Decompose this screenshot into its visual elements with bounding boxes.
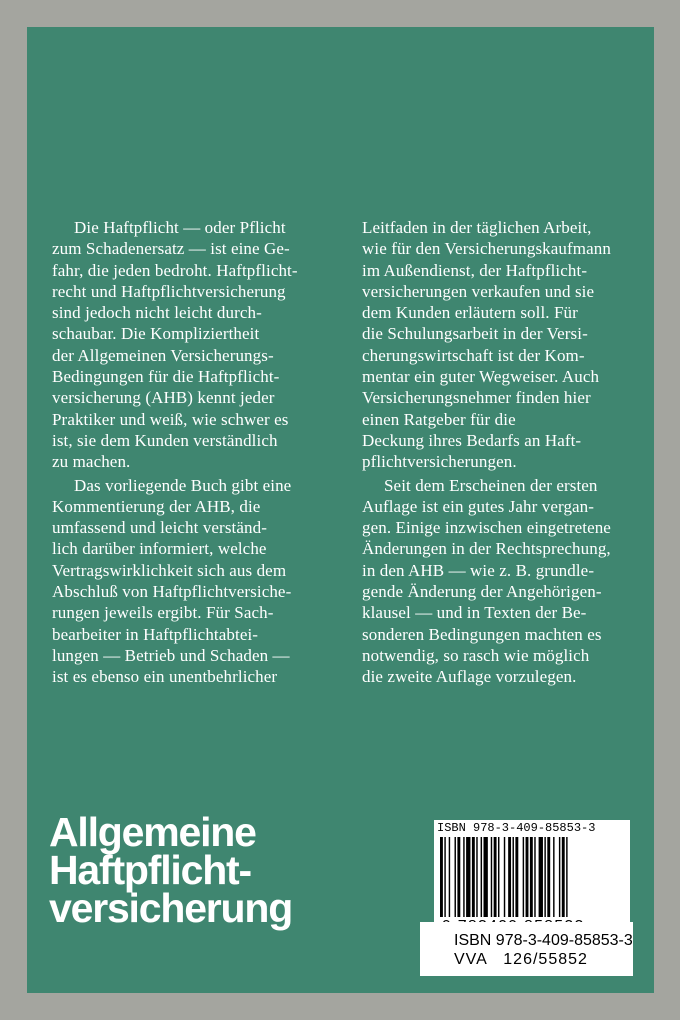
text-line: der Allgemeinen Versicherungs- xyxy=(52,345,274,365)
text-line: recht und Haftpflichtversicherung xyxy=(52,281,286,301)
text-line: Versicherungsnehmer finden hier xyxy=(362,388,591,408)
text-line: ist es ebenso ein unentbehrlicher xyxy=(52,667,278,687)
text-line: Kommentierung der AHB, die xyxy=(52,496,261,516)
text-line: pflichtversicherungen. xyxy=(362,452,517,472)
paragraph xyxy=(362,217,662,473)
paragraph xyxy=(52,217,352,473)
text-line: lungen — Betrieb und Schaden — xyxy=(52,645,290,665)
text-line: zu machen. xyxy=(52,452,131,472)
text-line: notwendig, so rasch wie möglich xyxy=(362,645,590,665)
text-line: Auflage ist ein gutes Jahr vergan- xyxy=(362,496,595,516)
text-line: die zweite Auflage vorzulegen. xyxy=(362,667,577,687)
barcode-isbn-header: ISBN 978-3-409-85853-3 xyxy=(437,821,596,835)
text-line: versicherung (AHB) kennt jeder xyxy=(52,388,275,408)
paragraph xyxy=(52,475,352,688)
text-line: gen. Einige inzwischen eingetretene xyxy=(362,518,611,538)
text-line: Leitfaden in der täglichen Arbeit, xyxy=(362,218,592,237)
paragraph xyxy=(362,475,662,688)
text-line: im Außendienst, der Haftpflicht- xyxy=(362,260,588,280)
text-line: fahr, die jeden bedroht. Haftpflicht- xyxy=(52,260,298,280)
text-line: umfassend und leicht verständ- xyxy=(52,518,267,538)
text-line: gende Änderung der Angehörigen- xyxy=(362,582,602,602)
text-line: Deckung ihres Bedarfs an Haft- xyxy=(362,430,582,450)
text-line: versicherungen verkaufen und sie xyxy=(362,281,595,301)
text-line: mentar ein guter Wegweiser. Auch xyxy=(362,367,600,387)
text-line: Das vorliegende Buch gibt eine xyxy=(74,475,292,495)
text-line: Abschluß von Haftpflichtversiche- xyxy=(52,582,292,602)
title-line: versicherung xyxy=(49,885,293,931)
text-line: sonderen Bedingungen machten es xyxy=(362,624,602,644)
text-line: die Schulungsarbeit in der Versi- xyxy=(362,324,588,344)
text-line: cherungswirtschaft ist der Kom- xyxy=(362,345,585,365)
text-line: einen Ratgeber für die xyxy=(362,409,516,429)
text-line: sind jedoch nicht leicht durch- xyxy=(52,303,262,323)
text-line: Praktiker und weiß, wie schwer es xyxy=(52,409,289,429)
text-line: rungen jeweils ergibt. Für Sach- xyxy=(52,603,274,623)
text-line: Bedingungen für die Haftpflicht- xyxy=(52,367,280,387)
text-line: Änderungen in der Rechtsprechung, xyxy=(362,539,611,559)
back-cover xyxy=(27,27,654,993)
text-line: ist, sie dem Kunden verständlich xyxy=(52,430,278,450)
text-line: Die Haftpflicht — oder Pflicht xyxy=(74,218,286,237)
text-line: zum Schadenersatz — ist eine Ge- xyxy=(52,239,290,259)
book-title xyxy=(49,809,293,931)
text-line: wie für den Versicherungskaufmann xyxy=(362,239,611,259)
text-line: dem Kunden erläutern soll. Für xyxy=(362,303,578,323)
text-line: Vertragswirklichkeit sich aus dem xyxy=(52,560,287,580)
isbn-label xyxy=(420,922,633,976)
text-line: Seit dem Erscheinen der ersten xyxy=(384,475,598,495)
text-line: klausel — und in Texten der Be- xyxy=(362,603,587,623)
description-right-column xyxy=(362,217,662,690)
text-line: bearbeiter in Haftpflichtabtei- xyxy=(52,624,259,644)
barcode-bars-icon xyxy=(440,837,624,917)
text-line: schaubar. Die Kompliziertheit xyxy=(52,324,260,344)
text-line: in den AHB — wie z. B. grundle- xyxy=(362,560,595,580)
text-line: lich darüber informiert, welche xyxy=(52,539,267,559)
description-left-column xyxy=(52,217,352,690)
title-line: Allgemeine xyxy=(49,809,256,855)
title-line: Haftpflicht- xyxy=(49,847,251,893)
isbn-label-line: ISBN 978-3-409-85853-3 xyxy=(454,932,633,949)
isbn-label-line: VVA 126/55852 xyxy=(454,951,588,968)
